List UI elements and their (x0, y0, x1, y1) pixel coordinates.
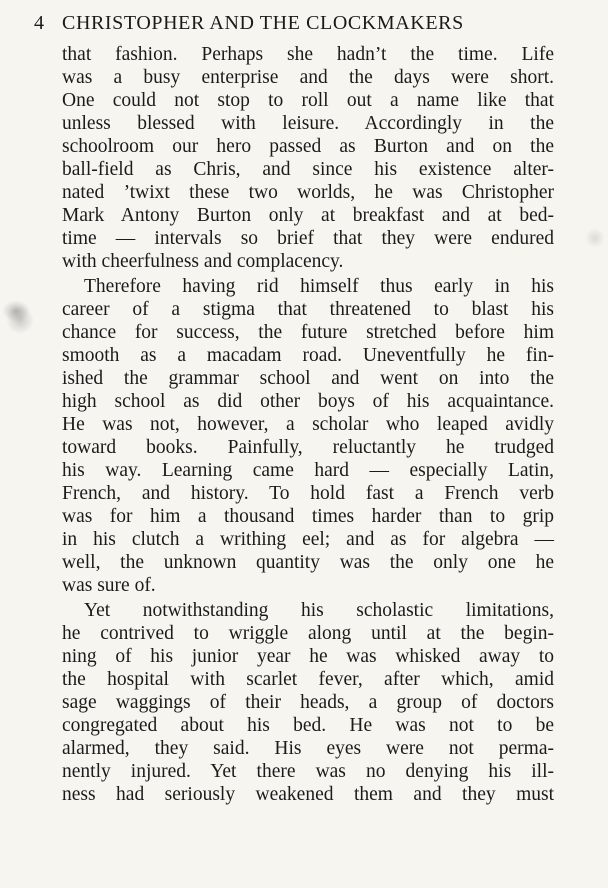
running-head: CHRISTOPHER AND THE CLOCKMAKERS (62, 12, 464, 34)
text-line: He was not, however, a scholar who leaped avidly (62, 414, 554, 435)
text-line: Mark Antony Burton only at breakfast and at bed- (62, 205, 554, 226)
text-line: nently injured. Yet there was no denying his ill- (62, 761, 554, 782)
text-line: ball-field as Chris, and since his existence alter- (62, 159, 554, 180)
text-line: sage waggings of their heads, a group of doctors (62, 692, 554, 713)
text-line: that fashion. Perhaps she hadn’t the time. Life (62, 44, 554, 65)
text-line: the hospital with scarlet fever, after which, amid (62, 669, 554, 690)
text-line: Yet notwithstanding his scholastic limitations, (84, 600, 554, 621)
text-line: smooth as a macadam road. Uneventfully he fin- (62, 345, 554, 366)
text-line: ished the grammar school and went on into the (62, 368, 554, 389)
text-line: unless blessed with leisure. Accordingly in the (62, 113, 554, 134)
text-line: toward books. Painfully, reluctantly he trudged (62, 437, 554, 458)
text-line: was for him a thousand times harder than to grip (62, 506, 554, 527)
text-line: he contrived to wriggle along until at the begin- (62, 623, 554, 644)
page-number: 4 (34, 12, 44, 34)
text-line: congregated about his bed. He was not to be (62, 715, 554, 736)
text-line: high school as did other boys of his acquaintance. (62, 391, 554, 412)
text-line: career of a stigma that threatened to blast his (62, 299, 554, 320)
text-line: chance for success, the future stretched before him (62, 322, 554, 343)
text-line: his way. Learning came hard — especially Latin, (62, 460, 554, 481)
text-line: was sure of. (62, 575, 156, 596)
text-line: with cheerfulness and complacency. (62, 251, 344, 272)
body-text (62, 43, 554, 806)
text-line: Therefore having rid himself thus early in his (84, 276, 554, 297)
text-line: in his clutch a writhing eel; and as for algebra — (62, 529, 554, 550)
text-line: schoolroom our hero passed as Burton and on the (62, 136, 554, 157)
text-line: nated ’twixt these two worlds, he was Christopher (62, 182, 554, 203)
text-line: ning of his junior year he was whisked away to (62, 646, 554, 667)
text-line: alarmed, they said. His eyes were not perma- (62, 738, 554, 759)
text-line: French, and history. To hold fast a French verb (62, 483, 554, 504)
text-line: time — intervals so brief that they were endured (62, 228, 554, 249)
paper-blemish (2, 300, 30, 322)
text-line: was a busy enterprise and the days were short. (62, 67, 554, 88)
page-header (34, 6, 562, 40)
text-line: well, the unknown quantity was the only one he (62, 552, 554, 573)
text-line: One could not stop to roll out a name like that (62, 90, 554, 111)
text-line: ness had seriously weakened them and they must (62, 784, 554, 805)
